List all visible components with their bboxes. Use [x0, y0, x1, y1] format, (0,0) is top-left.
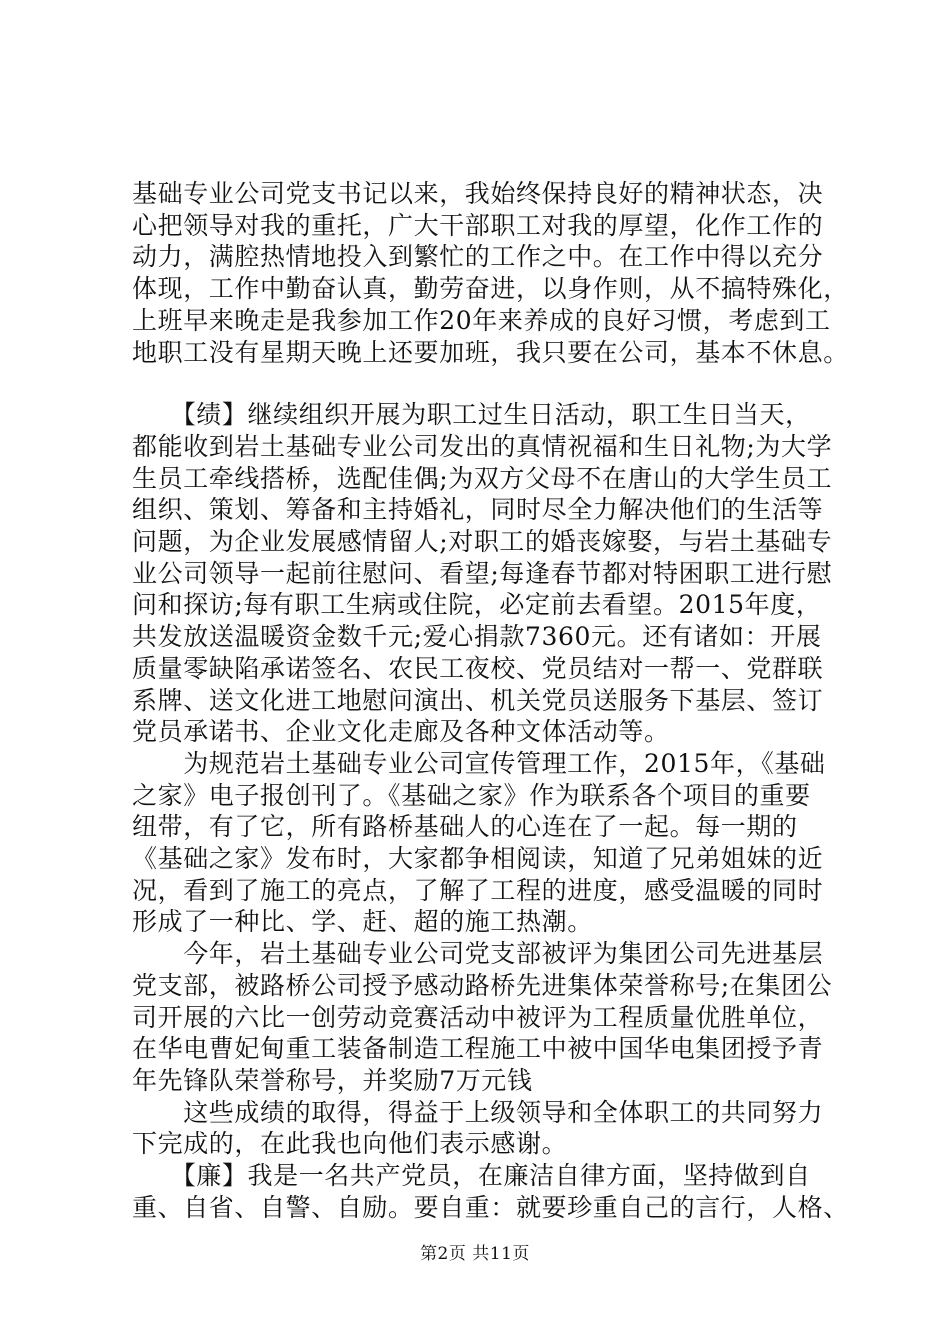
text-line: 心把领导对我的重托，广大干部职工对我的厚望，化作工作的: [132, 210, 824, 240]
text-line: 上班早来晚走是我参加工作20年来养成的良好习惯，考虑到工: [132, 305, 831, 335]
paragraph-achievements: [132, 399, 852, 748]
text-line: 问题，为企业发展感情留人;对职工的婚丧嫁娶，与岩土基础专: [132, 527, 833, 557]
text-line: 纽带，有了它，所有路桥基础人的心连在了一起。每一期的: [132, 812, 798, 842]
text-line: 【绩】继续组织开展为职工过生日活动，职工生日当天，: [132, 400, 811, 430]
text-line: 党员承诺书、企业文化走廊及各种文体活动等。: [132, 717, 670, 747]
text-line: 重、自省、自警、自励。要自重：就要珍重自己的言行，人格、: [132, 1192, 849, 1222]
text-line: 司开展的六比一创劳动竞赛活动中被评为工程质量优胜单位，: [132, 1002, 824, 1032]
text-line: 今年，岩土基础专业公司党支部被评为集团公司先进基层: [132, 939, 824, 969]
paragraph-spacer: [132, 368, 852, 399]
text-line: 业公司领导一起前往慰问、看望;每逢春节都对特困职工进行慰: [132, 558, 833, 588]
paragraph-honors: [132, 938, 852, 1097]
text-line: 《基础之家》发布时，大家都争相阅读，知道了兄弟姐妹的近: [132, 844, 824, 874]
text-line: 下完成的，在此我也向他们表示感谢。: [132, 1129, 568, 1159]
text-line: 况，看到了施工的亮点，了解了工程的进度，感受温暖的同时: [132, 875, 824, 905]
text-line: 动力，满腔热情地投入到繁忙的工作之中。在工作中得以充分: [132, 242, 824, 272]
document-body: [132, 178, 852, 1224]
text-line: 为规范岩土基础专业公司宣传管理工作，2015年，《基础: [132, 748, 826, 778]
text-line: 党支部，被路桥公司授予感动路桥先进集体荣誉称号;在集团公: [132, 970, 833, 1000]
text-line: 都能收到岩土基础专业公司发出的真情祝福和生日礼物;为大学: [132, 431, 833, 461]
text-line: 共发放送温暖资金数千元;爱心捐款7360元。还有诸如：开展: [132, 622, 822, 652]
text-line: 之家》电子报创刊了。《基础之家》作为联系各个项目的重要: [132, 780, 811, 810]
text-line: 生员工牵线搭桥，选配佳偶;为双方父母不在唐山的大学生员工: [132, 463, 833, 493]
text-line: 在华电曹妃甸重工装备制造工程施工中被中国华电集团授予青: [132, 1034, 824, 1064]
paragraph-thanks: [132, 1097, 852, 1160]
text-line: 系牌、送文化进工地慰问演出、机关党员送服务下基层、签订: [132, 685, 824, 715]
text-line: 问和探访;每有职工生病或住院，必定前去看望。2015年度，: [132, 590, 822, 620]
paragraph-newsletter: [132, 748, 852, 938]
paragraph-intro: [132, 178, 852, 368]
text-line: 年先锋队荣誉称号，并奖励7万元钱: [132, 1065, 533, 1095]
page-number-footer: 第2页 共11页: [420, 1244, 530, 1264]
text-line: 这些成绩的取得，得益于上级领导和全体职工的共同努力: [132, 1097, 824, 1127]
text-line: 组织、策划、筹备和主持婚礼，同时尽全力解决他们的生活等: [132, 495, 824, 525]
text-line: 【廉】我是一名共产党员，在廉洁自律方面，坚持做到自: [132, 1161, 811, 1191]
text-line: 体现，工作中勤奋认真，勤劳奋进，以身作则，从不搞特殊化，: [132, 274, 849, 304]
text-line: 质量零缺陷承诺签名、农民工夜校、党员结对一帮一、党群联: [132, 653, 824, 683]
text-line: 地职工没有星期天晚上还要加班，我只要在公司，基本不休息。: [132, 337, 849, 367]
text-line: 形成了一种比、学、赶、超的施工热潮。: [132, 907, 593, 937]
text-line: 基础专业公司党支书记以来，我始终保持良好的精神状态，决: [132, 179, 824, 208]
paragraph-integrity: [132, 1160, 852, 1223]
